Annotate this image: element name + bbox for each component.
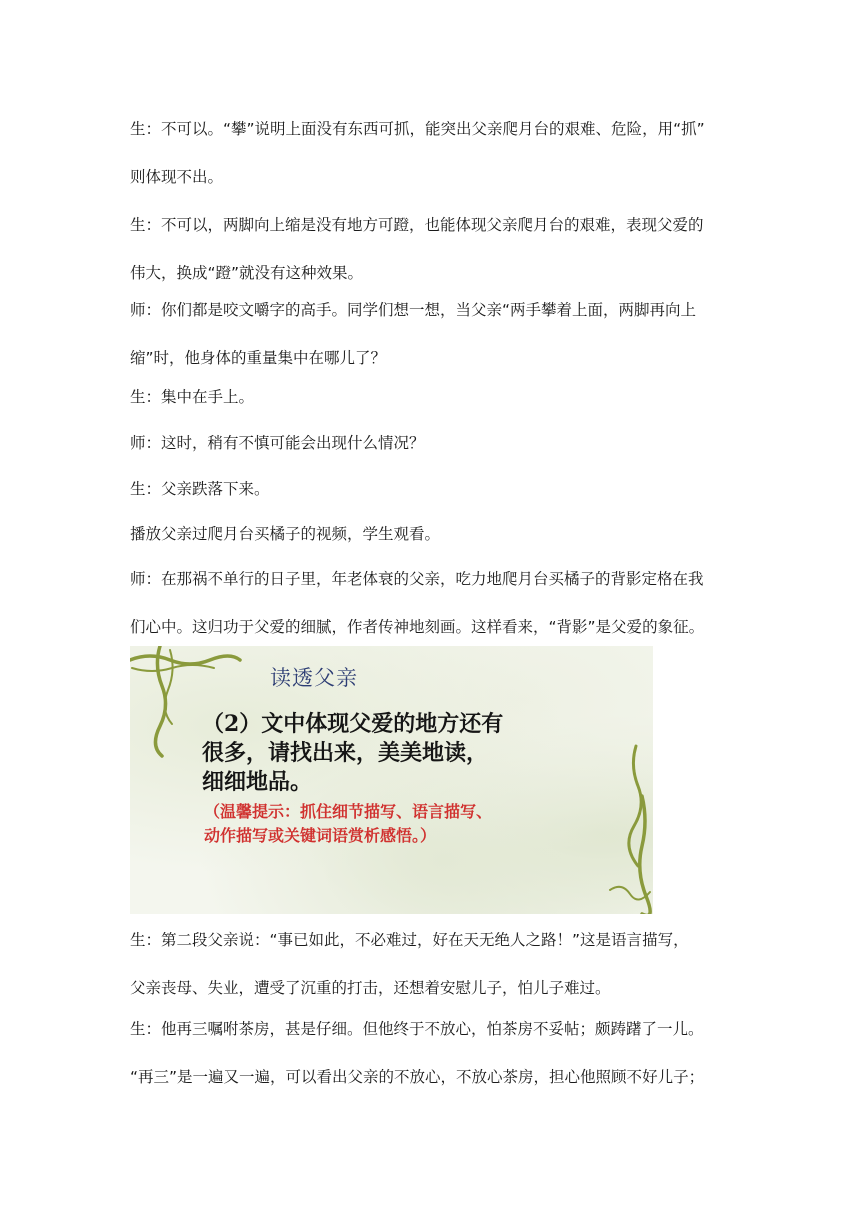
- text-line: 们心中。这归功于父爱的细腻，作者传神地刻画。这样看来，“背影”是父爱的象征。: [130, 618, 705, 636]
- text-line: 生：父亲跌落下来。: [130, 480, 270, 498]
- text-line: 生：不可以。“攀”说明上面没有东西可抓，能突出父亲爬月台的艰难、危险，用“抓”: [130, 120, 705, 138]
- paragraph-2: [130, 201, 730, 297]
- text-line: 师：在那祸不单行的日子里，年老体衰的父亲，吃力地爬月台买橘子的背影定格在我: [130, 570, 704, 588]
- paragraph-8: [130, 555, 730, 651]
- slide-question-line: 细细地品。: [202, 769, 313, 795]
- text-line: 生：不可以，两脚向上缩是没有地方可蹬，也能体现父亲爬月台的艰难，表现父爱的: [130, 216, 704, 234]
- slide-title: 读透父亲: [270, 666, 358, 690]
- text-line: 生：集中在手上。: [130, 388, 255, 406]
- slide-question: [202, 710, 632, 797]
- paragraph-10: [130, 1005, 730, 1101]
- slide-hint-line: 动作描写或关键词语赏析感悟。）: [204, 826, 437, 845]
- paragraph-4: [130, 373, 730, 421]
- paragraph-7: [130, 510, 730, 558]
- text-line: 生：他再三嘱咐茶房，甚是仔细。但他终于不放心，怕茶房不妥帖；颇踌躇了一儿。: [130, 1020, 704, 1038]
- text-line: 师：这时，稍有不慎可能会出现什么情况？: [130, 434, 425, 452]
- slide-hint: [204, 800, 653, 848]
- text-line: 生：第二段父亲说：“事已如此，不必难过，好在天无绝人之路！”这是语言描写，: [130, 931, 689, 949]
- paragraph-3: [130, 286, 730, 382]
- slide-question-line: 很多，请找出来，美美地读，: [202, 740, 489, 766]
- paragraph-1: [130, 105, 730, 201]
- slide-hint-line: （温馨提示：抓住细节描写、语言描写、: [204, 802, 493, 821]
- text-line: 父亲丧母、失业，遭受了沉重的打击，还想着安慰儿子，怕儿子难过。: [130, 979, 611, 997]
- text-line: “再三”是一遍又一遍，可以看出父亲的不放心，不放心茶房，担心他照顾不好儿子；: [130, 1068, 705, 1086]
- slide-image: [130, 646, 653, 914]
- text-line: 缩”时，他身体的重量集中在哪儿了？: [130, 349, 387, 367]
- paragraph-9: [130, 916, 730, 1012]
- text-line: 伟大，换成“蹬”就没有这种效果。: [130, 264, 364, 282]
- text-line: 师：你们都是咬文嚼字的高手。同学们想一想，当父亲“两手攀着上面，两脚再向上: [130, 301, 697, 319]
- text-line: 播放父亲过爬月台买橘子的视频，学生观看。: [130, 525, 441, 543]
- paragraph-6: [130, 465, 730, 513]
- text-line: 则体现不出。: [130, 168, 224, 186]
- slide-question-line: （2）文中体现父爱的地方还有: [202, 711, 504, 737]
- paragraph-5: [130, 419, 730, 467]
